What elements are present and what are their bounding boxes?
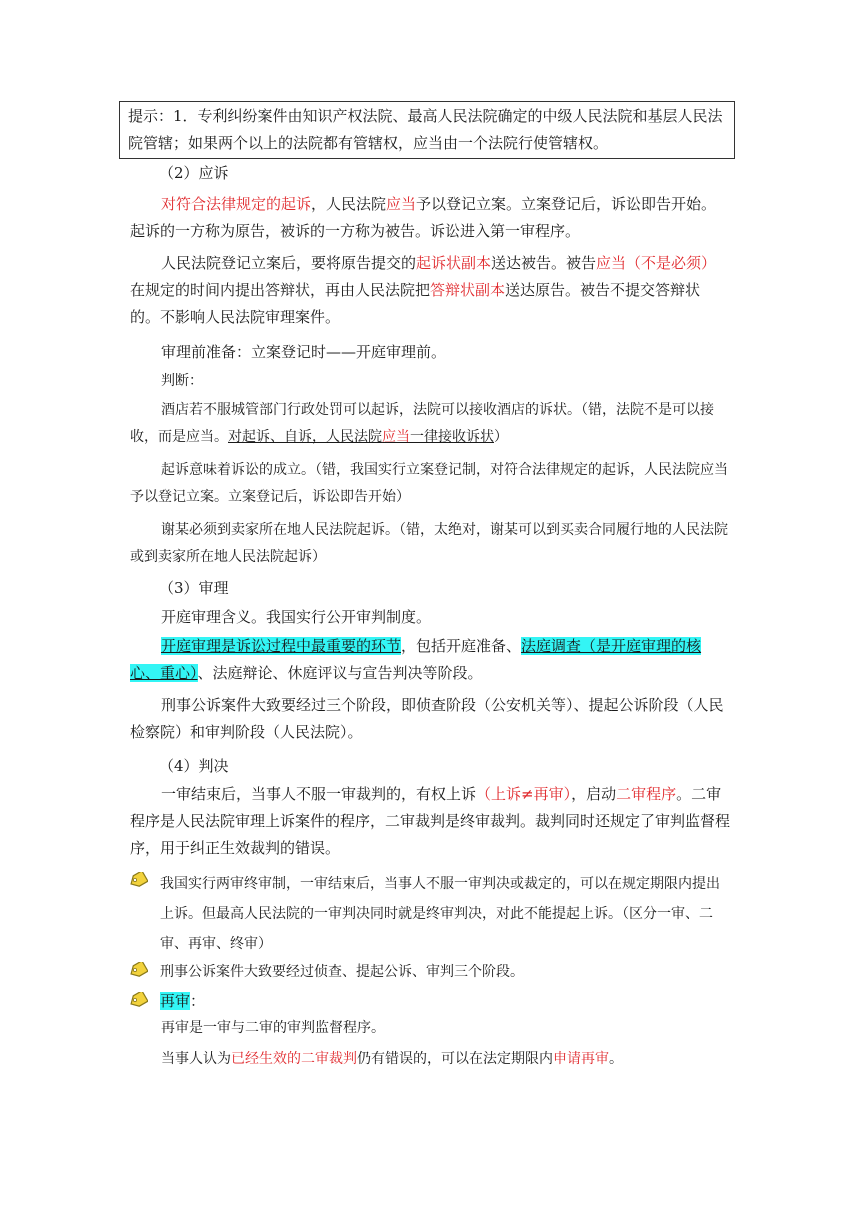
text: 一审结束后，当事人不服一审裁判的，有权上诉 (161, 785, 477, 803)
tip-line-1: 提示：1．专利纠纷案件由知识产权法院、最高人民法院确定的中级人民法院和基层人民法 (128, 107, 723, 125)
paragraph-pretrial: 审理前准备：立案登记时——开庭审理前。 (161, 343, 447, 361)
paragraph-public-trial: 开庭审理含义。我国实行公开审判制度。 (161, 608, 432, 626)
text: ，人民法院 (311, 195, 387, 213)
text: ） (494, 429, 508, 445)
paragraph-service (130, 250, 730, 331)
judgement-1 (130, 397, 730, 451)
paragraph-trial-stages (130, 633, 730, 687)
section-heading-respond: （2）应诉 (159, 164, 229, 182)
bullet-retrial (160, 986, 732, 1016)
red-text: （上诉≠再审） (476, 785, 572, 803)
highlighted-text: 再审 (160, 992, 191, 1010)
red-text: 对符合法律规定的起诉 (161, 195, 312, 213)
text: ，启动 (571, 785, 617, 803)
text: 。 (609, 1051, 623, 1067)
judgement-3: 谢某必须到卖家所在地人民法院起诉。（错，太绝对，谢某可以到买卖合同履行地的人民法院或到卖家所在地人民法院起诉） (130, 522, 728, 565)
text: 对起诉、自诉，人民法院 (228, 429, 382, 445)
tag-icon (128, 872, 148, 888)
red-text: 应当 (386, 195, 417, 213)
text: ： (190, 992, 206, 1010)
text: 、法庭辩论、休庭评议与宣告判决等阶段。 (197, 664, 483, 682)
paragraph-retrial-apply (130, 1046, 730, 1073)
highlighted-text: 法庭调查（是开庭审理的核心、重心） (130, 637, 702, 682)
text: 予以登记立案。立案登记后，诉讼即告开始。起诉的一方称为原告，被诉的一方称为被告。诉讼进入第一审程序。 (130, 195, 717, 240)
bullet-two-tier-system: 我国实行两审终审制，一审结束后，当事人不服一审判决或裁定的，可以在规定期限内提出上诉。但最高人民法院的一审判决同时就是终审判决，对此不能提起上诉。（区分一审、二审、再审、终审） (160, 876, 720, 952)
section-heading-trial: （3）审理 (159, 579, 229, 597)
text: 送达被告。被告 (491, 254, 597, 272)
text: ，包括开庭准备、 (401, 637, 522, 655)
text: 送达原告。被告不提交答辩状的。不影响人民法院审理案件。 (130, 281, 701, 326)
red-text: 起诉状副本 (416, 254, 492, 272)
text: 仍有错误的，可以在法定期限内 (357, 1051, 553, 1067)
text: 一律接收诉状 (410, 429, 494, 445)
tip-line-2: 院管辖；如果两个以上的法院都有管辖权，应当由一个法院行使管辖权。 (128, 134, 609, 152)
red-text: 应当（不是必须） (596, 254, 717, 272)
red-text: 二审程序 (616, 785, 677, 803)
paragraph-retrial-def: 再审是一审与二审的审判监督程序。 (161, 1020, 385, 1036)
section-heading-judgement: （4）判决 (159, 757, 229, 775)
text: 酒店若不服城管部门行政处罚可以起诉，法院可以接收酒店的诉状。（错，法院不是可以接收，而是应当。 (130, 402, 714, 445)
judge-label: 判断： (161, 373, 203, 389)
tip-box (119, 101, 735, 159)
tag-icon (128, 992, 148, 1008)
text: 。二审程序是人民法院审理上诉案件的程序，二审裁判是终审裁判。裁判同时还规定了审判监督程序，用于纠正生效裁判的错误。 (130, 785, 731, 857)
paragraph-appeal (130, 781, 730, 862)
paragraph-filing (130, 191, 730, 245)
underlined-text (228, 429, 494, 445)
bullet-criminal-stages: 刑事公诉案件大致要经过侦查、提起公诉、审判三个阶段。 (160, 964, 524, 980)
red-text: 申请再审 (553, 1051, 609, 1067)
highlighted-text: 开庭审理是诉讼过程中最重要的环节 (161, 637, 402, 655)
red-text: 答辩状副本 (430, 281, 506, 299)
paragraph-criminal-stages: 刑事公诉案件大致要经过三个阶段，即侦查阶段（公安机关等）、提起公诉阶段（人民检察院）和审判阶段（人民法院）。 (130, 696, 724, 741)
text: 人民法院登记立案后，要将原告提交的 (161, 254, 417, 272)
judgement-2: 起诉意味着诉讼的成立。（错，我国实行立案登记制，对符合法律规定的起诉，人民法院应当予以登记立案。立案登记后，诉讼即告开始） (130, 462, 728, 505)
text: 在规定的时间内提出答辩状，再由人民法院把 (130, 281, 431, 299)
tag-icon (128, 962, 148, 978)
red-text: 应当 (382, 429, 410, 445)
red-text: 已经生效的二审裁判 (231, 1051, 357, 1067)
text: 当事人认为 (161, 1051, 231, 1067)
